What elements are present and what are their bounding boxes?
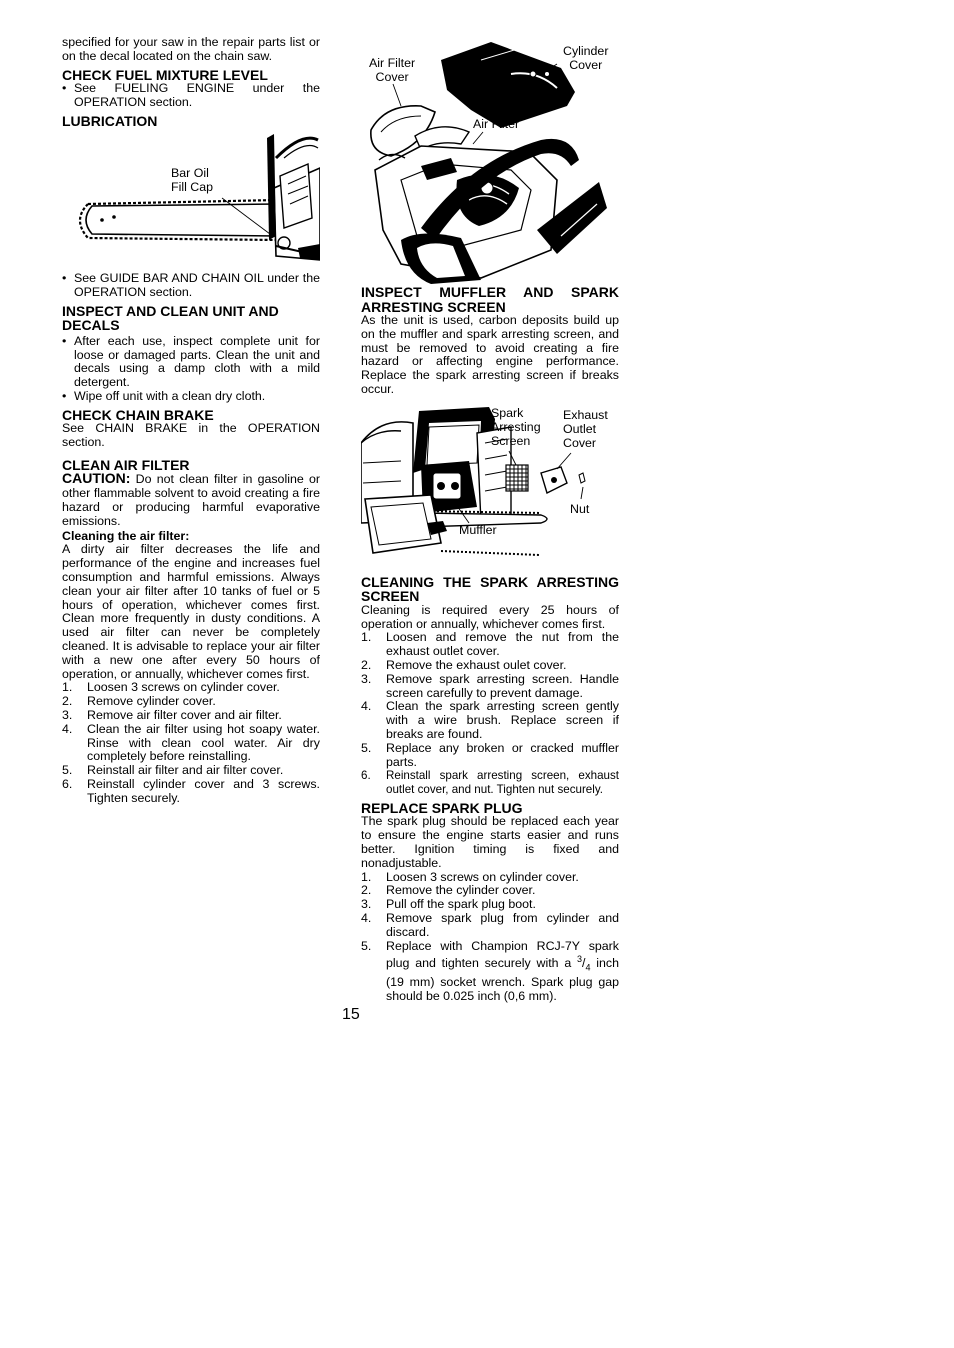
spark-plug-text: The spark plug should be replaced each year to ensure the engine starts easier and runs better. Ignition timing is fixed and nonadjustable. [361,814,619,870]
heading-spark-plug: REPLACE SPARK PLUG [361,799,523,816]
list-item: 1. Loosen 3 screws on cylinder cover. [361,869,579,884]
bar-oil-label: Bar Oil Fill Cap [171,166,213,195]
inspect-bullet: • Wipe off unit with a clean dry cloth. [62,390,320,404]
cleaning-text: Cleaning is required every 25 hours of operation or annually, whichever comes first. [361,602,619,631]
heading-air-filter: CLEAN AIR FILTER [62,456,190,473]
spark-plug-steps [361,871,619,1004]
list-item: 4. Clean the spark arresting screen gently with a wire brush. Replace screen if breaks are found. [361,699,619,741]
fuel-list [62,82,320,110]
heading-lubrication: LUBRICATION [62,112,158,129]
fraction-numerator: 3 [577,954,583,965]
list-item: 6. Reinstall spark arresting screen, exhaust outlet cover, and nut. Tighten nut securely. [361,769,619,797]
exhaust-outlet-cover-label: Exhaust Outlet Cover [563,407,608,450]
list-item: 2. Remove the exhaust oulet cover. [361,657,567,672]
left-column [62,36,320,805]
list-item: 1. Loosen and remove the nut from the exhaust outlet cover. [361,630,619,659]
caution-text: Do not clean filter in gasoline or other flammable solvent to avoid creating a fire hazard or producing harmful evaporative emissions. [62,472,320,528]
muffler-figure [361,403,619,571]
right-column [361,40,619,1003]
list-item: 4. Remove spark plug from cylinder and discard. [361,911,619,939]
fuel-bullet: • See FUELING ENGINE under the OPERATION section. [62,82,320,110]
inspect-bullet: • After each use, inspect complete unit for loose or damaged parts. Clean the unit and decals using a damp cloth with a mild detergent. [62,335,320,390]
caution-paragraph [62,472,320,528]
chainsaw-bar-illustration [62,128,320,278]
air-filter-label: Air Filter [473,117,520,131]
muffler-text: As the unit is used, carbon deposits build up on the muffler and spark arresting screen, and must be removed to avoid creating a fire hazard or affecting engine performance. Replace the spark arresting screen if breaks occur. [361,313,619,396]
list-item: 6. Reinstall cylinder cover and 3 screws. Tighten securely. [62,776,320,805]
heading-brake: CHECK CHAIN BRAKE [62,406,214,423]
air-filter-cover-label: Air Filter Cover [369,56,416,84]
cleaning-steps [361,631,619,797]
brake-text: See CHAIN BRAKE in the OPERATION section. [62,421,320,450]
list-item: 5. Replace any broken or cracked muffler parts. [361,740,619,769]
intro-text: specified for your saw in the repair parts list or on the decal located on the chain saw. [62,35,320,63]
list-item: 2. Remove cylinder cover. [62,694,216,709]
list-item: 2. Remove the cylinder cover. [361,883,536,898]
spark-arresting-screen-label: Spark Arresting Screen [491,405,541,448]
list-item: 1. Loosen 3 screws on cylinder cover. [62,680,280,695]
inspect-list [62,335,320,404]
list-item: 3. Remove air filter cover and air filter. [62,707,282,722]
air-filter-subheading: Cleaning the air filter: [62,528,190,543]
heading-fuel: CHECK FUEL MIXTURE LEVEL [62,66,268,83]
list-item: 3. Pull off the spark plug boot. [361,897,536,912]
page-number: 15 [342,1006,360,1023]
list-item: 3. Remove spark arresting screen. Handle screen carefully to prevent damage. [361,671,619,700]
air-filter-text: A dirty air filter decreases the life and performance of the engine and increases fuel consumption and harmful emissions. Always clean your air filter after 10 tanks of fuel or 5 hours of operation, whichever comes first. Clean more frequently in dusty conditions. A used air filter can never be completely cleaned. It is advisable to replace your air filter with a new one after every 50 hours of operation, or annually, whichever comes first. [62,542,320,681]
air-filter-steps [62,681,320,805]
heading-muffler: INSPECT MUFFLER AND SPARK ARRESTING SCREEN [361,284,619,315]
list-item: 4. Clean the air filter using hot soapy water. Rinse with clean cool water. Air dry completely before reinstalling. [62,721,320,764]
bar-oil-figure [62,128,320,278]
list-item: 5. Reinstall air filter and air filter cover. [62,763,284,778]
nut-label: Nut [570,501,590,516]
caution-label: CAUTION: [62,470,131,487]
list-item: 5. Replace with Champion RCJ-7Y spark plug and tighten securely with a $^3/_4$ inch (19 mm) socket wrench. Spark plug gap should be 0.025 inch (0,6 mm). [361,938,619,1003]
heading-inspect: INSPECT AND CLEAN UNIT AND DECALS [62,302,279,334]
lubrication-bullet: • See GUIDE BAR AND CHAIN OIL under the OPERATION section. [62,272,320,300]
heading-cleaning: CLEANING THE SPARK ARRESTING SCREEN [361,573,619,605]
cylinder-cover-label: Cylinder Cover [563,44,609,72]
lubrication-list [62,272,320,300]
fraction-denominator: 4 [585,963,591,973]
air-filter-figure [361,40,619,285]
muffler-label: Muffler [459,522,497,537]
